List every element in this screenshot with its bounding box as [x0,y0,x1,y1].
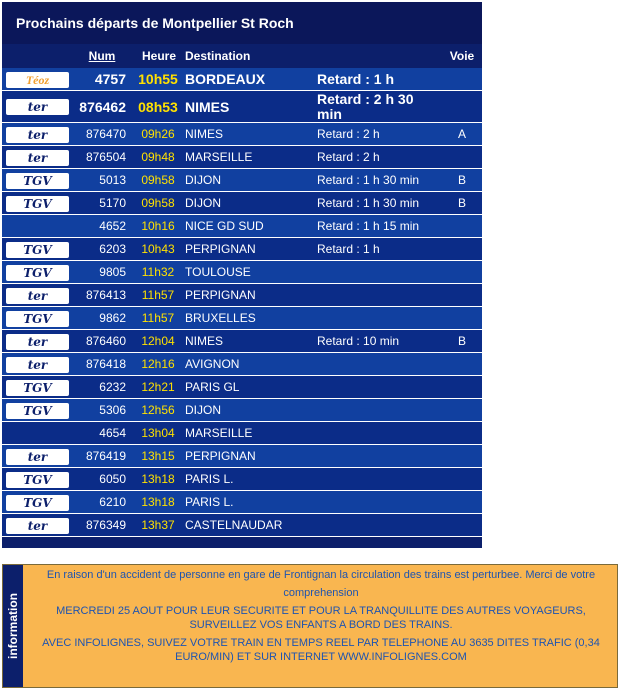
destination: NIMES [185,127,224,141]
departure-row [2,192,482,215]
departure-row [2,169,482,192]
ter-logo-icon: ter [6,334,69,350]
departure-time: 09h58 [141,173,175,187]
destination: BORDEAUX [185,71,266,87]
platform: B [457,173,466,187]
header-destination: Destination [185,49,251,63]
train-number: 4654 [99,426,126,440]
departure-time: 10h43 [141,242,175,256]
train-number: 6210 [99,495,126,509]
header-num: Num [88,49,116,63]
departure-row [2,146,482,169]
train-number: 876462 [79,99,126,115]
information-label [3,565,23,687]
train-number: 6232 [99,380,126,394]
information-panel [2,564,618,688]
departure-time: 11h32 [141,265,175,279]
information-text [25,565,617,687]
destination: PERPIGNAN [185,242,256,256]
departure-time: 11h57 [141,288,175,302]
delay-info: Retard : 10 min [317,334,400,348]
destination: PERPIGNAN [185,449,256,463]
tgv-logo-icon: TGV [6,196,69,212]
train-number: 876504 [85,150,126,164]
ter-logo-icon: ter [6,127,69,143]
train-number: 876470 [85,127,126,141]
info-line: comprehension [283,587,359,599]
departure-time: 13h04 [141,426,175,440]
ter-logo-icon: ter [6,150,69,166]
train-number: 876460 [85,334,126,348]
train-number: 876349 [85,518,126,532]
tgv-logo-icon: TGV [6,311,69,327]
destination: NICE GD SUD [185,219,264,233]
departure-time: 09h48 [141,150,175,164]
destination: TOULOUSE [185,265,251,279]
ter-logo-icon: ter [6,99,69,115]
departure-time: 11h57 [141,311,175,325]
destination: PARIS L. [185,472,234,486]
departure-row [2,353,482,376]
departure-time: 09h26 [141,127,175,141]
destination: NIMES [185,99,230,115]
departure-time: 13h15 [141,449,175,463]
destination: DIJON [185,403,221,417]
delay-info: Retard : 1 h 30 min [317,173,420,187]
departure-time: 08h53 [138,99,178,115]
departure-time: 10h55 [138,71,178,87]
departure-row [2,468,482,491]
train-number: 5013 [99,173,126,187]
tgv-logo-icon: TGV [6,265,69,281]
departure-time: 12h16 [141,357,175,371]
departure-row [2,215,482,238]
train-number: 876419 [85,449,126,463]
departure-row [2,91,482,123]
departure-time: 13h18 [141,472,175,486]
train-number: 876413 [85,288,126,302]
train-number: 4652 [99,219,126,233]
departure-row [2,376,482,399]
train-number: 9862 [99,311,126,325]
departure-list [2,68,482,537]
departure-row [2,238,482,261]
train-number: 9805 [99,265,126,279]
departure-row [2,422,482,445]
table-header [2,44,482,68]
tgv-logo-icon: TGV [6,173,69,189]
destination: PERPIGNAN [185,288,256,302]
departure-time: 09h58 [141,196,175,210]
departure-row [2,399,482,422]
delay-info: Retard : 1 h [317,242,380,256]
train-number: 6050 [99,472,126,486]
departure-row [2,491,482,514]
departure-board [2,2,482,548]
train-number: 4757 [94,71,126,87]
departure-time: 10h16 [141,219,175,233]
platform: B [457,196,466,210]
information-label-text: information [6,593,20,659]
departure-time: 13h18 [141,495,175,509]
tgv-logo-icon: TGV [6,380,69,396]
delay-info: Retard : 1 h 15 min [317,219,420,233]
board-title: Prochains départs de Montpellier St Roch [2,2,482,44]
departure-time: 12h04 [141,334,175,348]
ter-logo-icon: ter [6,357,69,373]
teoz-logo-icon: Téoz [6,72,69,88]
departure-row [2,68,482,91]
departure-row [2,261,482,284]
destination: PARIS GL [185,380,240,394]
delay-info: Retard : 1 h [317,71,395,87]
train-number: 6203 [99,242,126,256]
header-heure: Heure [141,49,176,63]
platform: B [457,334,466,348]
train-number: 876418 [85,357,126,371]
header-voie: Voie [449,49,475,63]
train-number: 5170 [99,196,126,210]
departure-row [2,445,482,468]
destination: DIJON [185,173,221,187]
destination: CASTELNAUDAR [185,518,283,532]
destination: MARSEILLE [185,150,253,164]
train-number: 5306 [99,403,126,417]
ter-logo-icon: ter [6,518,69,534]
ter-logo-icon: ter [6,288,69,304]
departure-time: 12h56 [141,403,175,417]
destination: AVIGNON [185,357,240,371]
info-line: En raison d'un accident de personne en gare de Frontignan la circulation des trains est perturbee. Merci de votre [46,569,596,581]
platform: A [457,127,466,141]
tgv-logo-icon: TGV [6,403,69,419]
departure-time: 13h37 [141,518,175,532]
tgv-logo-icon: TGV [6,495,69,511]
delay-info: Retard : 2 h 30 min [317,91,414,122]
departure-row [2,330,482,353]
destination: DIJON [185,196,221,210]
delay-info: Retard : 2 h [317,150,380,164]
destination: MARSEILLE [185,426,253,440]
delay-info: Retard : 1 h 30 min [317,196,420,210]
info-line: AVEC INFOLIGNES, SUIVEZ VOTRE TRAIN EN TEMPS REEL PAR TELEPHONE AU 3635 DITES TRAFIC (0,34 EURO/MIN) ET SUR INTERNET WWW.INFOLIGNES.COM [42,637,600,663]
destination: PARIS L. [185,495,234,509]
departure-time: 12h21 [141,380,175,394]
departure-row [2,514,482,537]
info-line: MERCREDI 25 AOUT POUR LEUR SECURITE ET POUR LA TRANQUILLITE DES AUTRES VOYAGEURS, SURVEILLEZ VOS ENFANTS A BORD DES TRAINS. [56,605,586,631]
departure-row [2,123,482,146]
destination: BRUXELLES [185,311,256,325]
tgv-logo-icon: TGV [6,472,69,488]
destination: NIMES [185,334,224,348]
departure-row [2,307,482,330]
departure-row [2,284,482,307]
delay-info: Retard : 2 h [317,127,380,141]
tgv-logo-icon: TGV [6,242,69,258]
ter-logo-icon: ter [6,449,69,465]
